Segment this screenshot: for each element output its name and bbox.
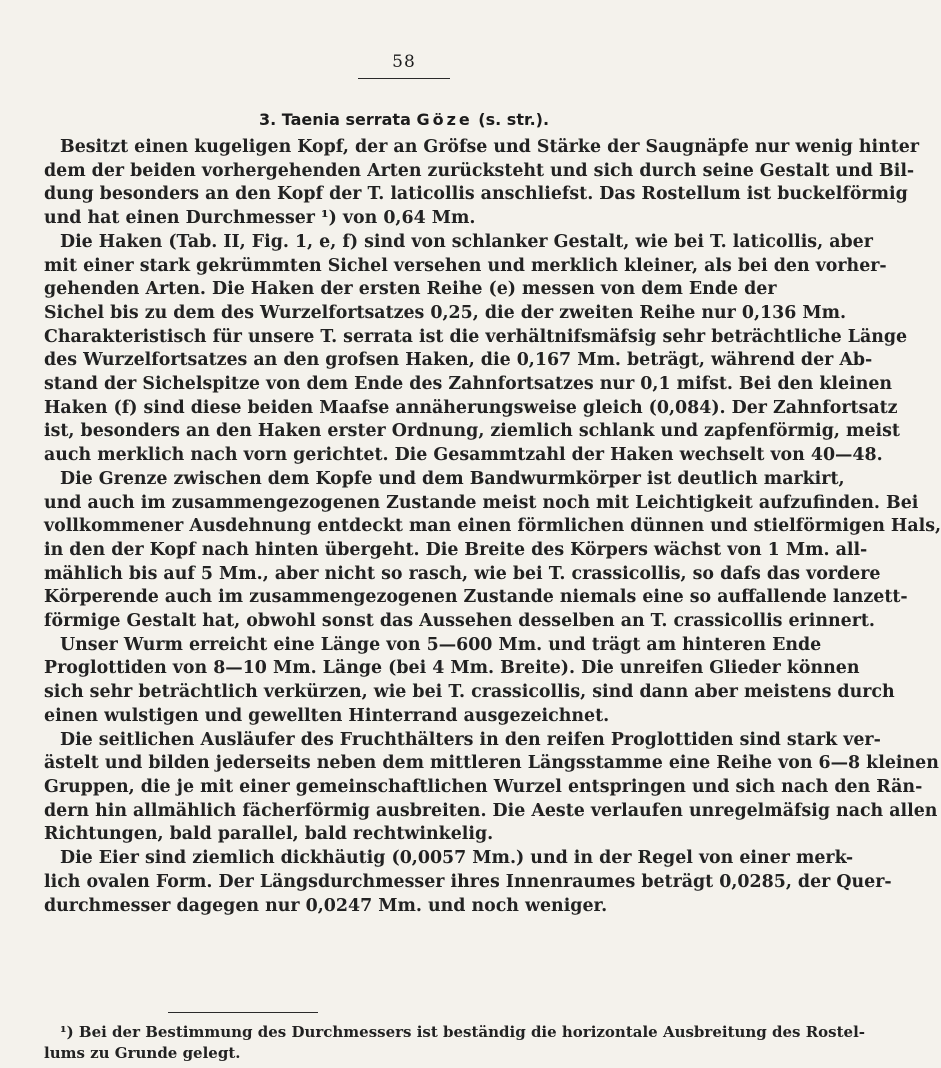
- text-line: Die Grenze zwischen dem Kopfe und dem Bandwurmkörper ist deutlich markirt,: [60, 468, 845, 489]
- section-heading-author: Göze: [416, 110, 473, 129]
- header-rule: [358, 78, 450, 79]
- text-line: förmige Gestalt hat, obwohl sonst das Aussehen desselben an T. crassicollis erinnert.: [44, 611, 875, 632]
- text-line: Richtungen, bald parallel, bald rechtwinkelig.: [44, 824, 494, 845]
- paragraph: [44, 468, 941, 634]
- section-heading: [44, 110, 764, 129]
- footnote: [44, 1022, 866, 1064]
- section-heading-suffix: (s. str.).: [472, 110, 550, 129]
- text-line: durchmesser dagegen nur 0,0247 Mm. und noch weniger.: [44, 895, 608, 916]
- text-line: stand der Sichelspitze von dem Ende des Zahnfortsatzes nur 0,1 mifst. Bei den kleinen: [44, 374, 893, 395]
- section-heading-prefix: 3. Taenia serrata: [258, 110, 417, 129]
- text-line: Die Eier sind ziemlich dickhäutig (0,0057 Mm.) und in der Regel von einer merk-: [60, 848, 854, 869]
- paragraph: [44, 634, 895, 729]
- text-line: vollkommener Ausdehnung entdeckt man einen förmlichen dünnen und stielförmigen Hals,: [44, 516, 941, 537]
- text-line: Gruppen, die je mit einer gemeinschaftlichen Wurzel entspringen und sich nach den Rän-: [44, 776, 923, 797]
- text-line: in den der Kopf nach hinten übergeht. Die Breite des Körpers wächst von 1 Mm. all-: [44, 539, 868, 560]
- text-line: einen wulstigen und gewellten Hinterrand ausgezeichnet.: [44, 705, 610, 726]
- text-line: dem der beiden vorhergehenden Arten zurücksteht und sich durch seine Gestalt und Bil-: [44, 160, 915, 181]
- text-line: Unser Wurm erreicht eine Länge von 5—600 Mm. und trägt am hinteren Ende: [60, 634, 822, 655]
- text-line: auch merklich nach vorn gerichtet. Die Gesammtzahl der Haken wechselt von 40—48.: [44, 445, 883, 466]
- text-line: ist, besonders an den Haken erster Ordnung, ziemlich schlank und zapfenförmig, meist: [44, 421, 900, 442]
- paragraph: [44, 729, 939, 848]
- text-line: gehenden Arten. Die Haken der ersten Reihe (e) messen von dem Ende der: [44, 279, 777, 300]
- text-line: Körperende auch im zusammengezogenen Zustande niemals eine so auffallende lanzett-: [44, 587, 908, 608]
- paragraph: [44, 231, 908, 468]
- text-line: dern hin allmählich fächerförmig ausbreiten. Die Aeste verlaufen unregelmäfsig nach allen: [44, 800, 938, 821]
- page-number: 58: [392, 52, 416, 72]
- text-line: dung besonders an den Kopf der T. laticollis anschliefst. Das Rostellum ist buckelförmig: [44, 184, 908, 205]
- text-line: ästelt und bilden jederseits neben dem mittleren Längsstamme eine Reihe von 6—8 kleinen: [44, 753, 939, 774]
- text-line: Die Haken (Tab. II, Fig. 1, e, f) sind von schlanker Gestalt, wie bei T. laticollis, aber: [60, 231, 873, 252]
- footnote-line: ¹) Bei der Bestimmung des Durchmessers ist beständig die horizontale Ausbreitung des Rostel-: [60, 1023, 866, 1041]
- paragraph: [44, 847, 892, 918]
- text-line: mählich bis auf 5 Mm., aber nicht so rasch, wie bei T. crassicollis, so dafs das vordere: [44, 563, 881, 584]
- paragraph: [44, 136, 919, 231]
- text-line: und auch im zusammengezogenen Zustande meist noch mit Leichtigkeit aufzufinden. Bei: [44, 492, 919, 513]
- text-line: sich sehr beträchtlich verkürzen, wie bei T. crassicollis, sind dann aber meistens durch: [44, 682, 895, 703]
- text-line: Besitzt einen kugeligen Kopf, der an Gröfse und Stärke der Saugnäpfe nur wenig hinter: [60, 137, 919, 157]
- text-line: Charakteristisch für unsere T. serrata ist die verhältnifsmäfsig sehr beträchtliche Länge: [44, 326, 908, 347]
- text-line: und hat einen Durchmesser ¹) von 0,64 Mm.: [44, 208, 476, 229]
- footnote-rule: [168, 1012, 318, 1013]
- body-text: [44, 136, 941, 918]
- text-line: Die seitlichen Ausläufer des Fruchthälters in den reifen Proglottiden sind stark ver-: [60, 729, 881, 750]
- text-line: mit einer stark gekrümmten Sichel versehen und merklich kleiner, als bei den vorher-: [44, 255, 887, 276]
- text-line: lich ovalen Form. Der Längsdurchmesser ihres Innenraumes beträgt 0,0285, der Quer-: [44, 871, 892, 892]
- text-line: des Wurzelfortsatzes an den grofsen Haken, die 0,167 Mm. beträgt, während der Ab-: [44, 350, 873, 371]
- text-line: Haken (f) sind diese beiden Maafse annäherungsweise gleich (0,084). Der Zahnfortsatz: [44, 397, 898, 418]
- text-line: Sichel bis zu dem des Wurzelfortsatzes 0,25, die der zweiten Reihe nur 0,136 Mm.: [44, 302, 847, 323]
- text-line: Proglottiden von 8—10 Mm. Länge (bei 4 Mm. Breite). Die unreifen Glieder können: [44, 658, 860, 679]
- footnote-line: lums zu Grunde gelegt.: [44, 1044, 241, 1062]
